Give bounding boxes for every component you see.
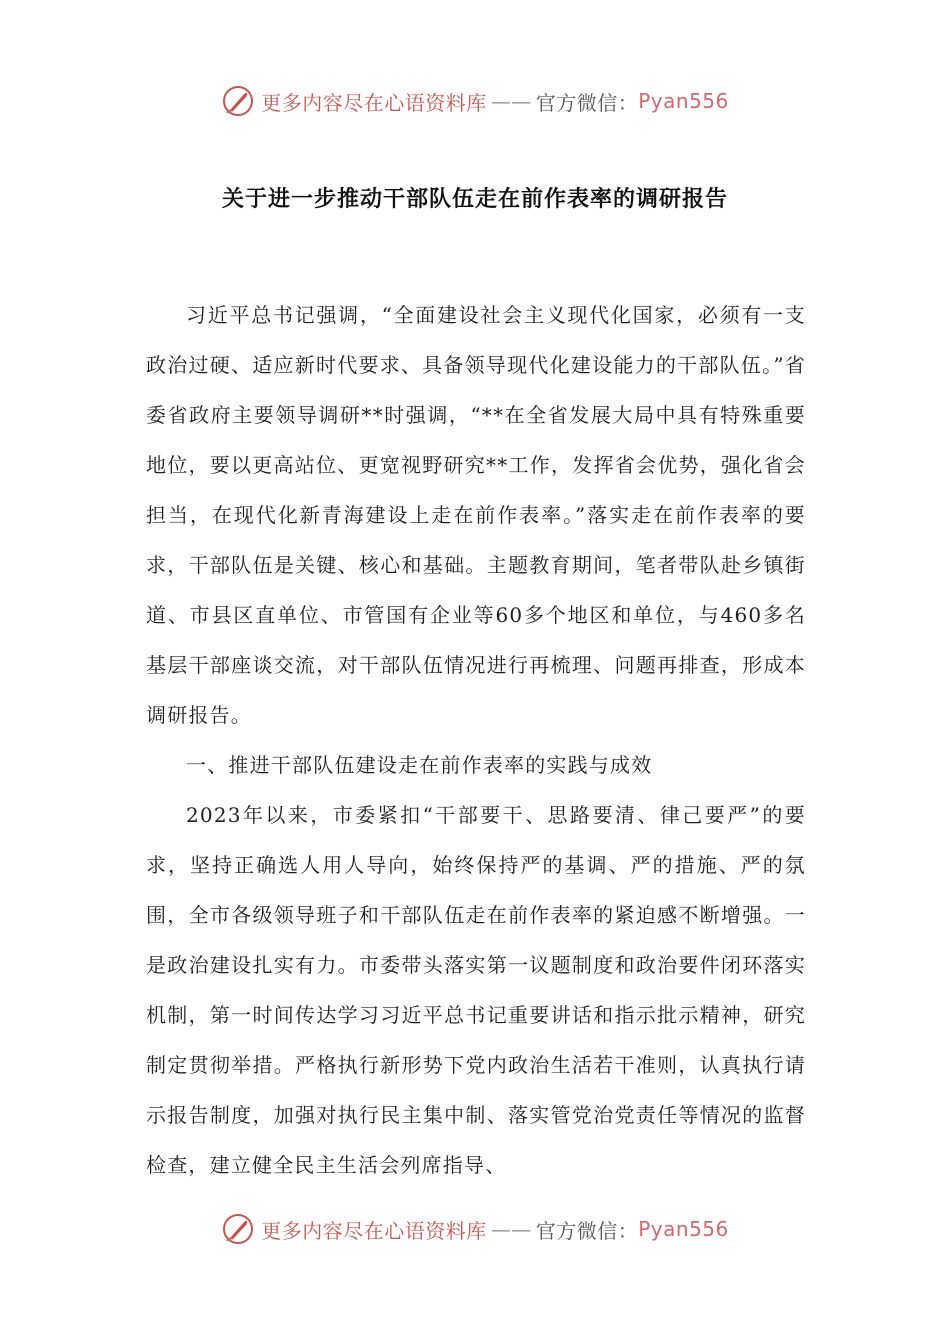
document-title: 关于进一步推动干部队伍走在前作表率的调研报告 [221,187,728,212]
paragraph-intro: 习近平总书记强调，“全面建设社会主义现代化国家，必须有一支政治过硬、适应新时代要求、具备领导现代化建设能力的干部队伍。”省委省政府主要领导调研**时强调，“**在全省发展大局中具有特殊重要地位，要以更高站位、更宽视野研究**工作，发挥省会优势，强化省会担当，在现代化新青海建设上走在前作表率。”落实走在前作表率的要求，干部队伍是关键、核心和基础。主题教育期间，笔者带队赴乡镇街道、市县区直单位、市管国有企业等60多个地区和单位，与460多名基层干部座谈交流，对干部队伍情况进行再梳理、问题再排查，形成本调研报告。 [146,303,806,727]
watermark-separator: —— [490,1217,532,1241]
watermark-label: 官方微信： [535,1218,639,1243]
section-heading: 一、推进干部队伍建设走在前作表率的实践与成效 [186,753,653,777]
watermark-text: 更多内容尽在心语资料库 [261,90,487,115]
watermark-separator: —— [490,89,532,113]
watermark-footer [0,1212,950,1246]
document-body [146,290,806,1190]
watermark-wechat-id: Pyan556 [638,89,729,113]
watermark-header [0,84,950,118]
quill-pen-logo-icon [221,1212,255,1246]
watermark-wechat-id: Pyan556 [638,1217,729,1241]
watermark-text: 更多内容尽在心语资料库 [261,1218,487,1243]
quill-pen-logo-icon [221,84,255,118]
paragraph-practice: 2023年以来，市委紧扣“干部要干、思路要清、律己要严”的要求，坚持正确选人用人导向，始终保持严的基调、严的措施、严的氛围，全市各级领导班子和干部队伍走在前作表率的紧迫感不断增强。一是政治建设扎实有力。市委带头落实第一议题制度和政治要件闭环落实机制，第一时间传达学习习近平总书记重要讲话和指示批示精神，研究制定贯彻举措。严格执行新形势下党内政治生活若干准则，认真执行请示报告制度，加强对执行民主集中制、落实管党治党责任等情况的监督检查，建立健全民主生活会列席指导、 [146,803,806,1177]
watermark-label: 官方微信： [535,90,639,115]
